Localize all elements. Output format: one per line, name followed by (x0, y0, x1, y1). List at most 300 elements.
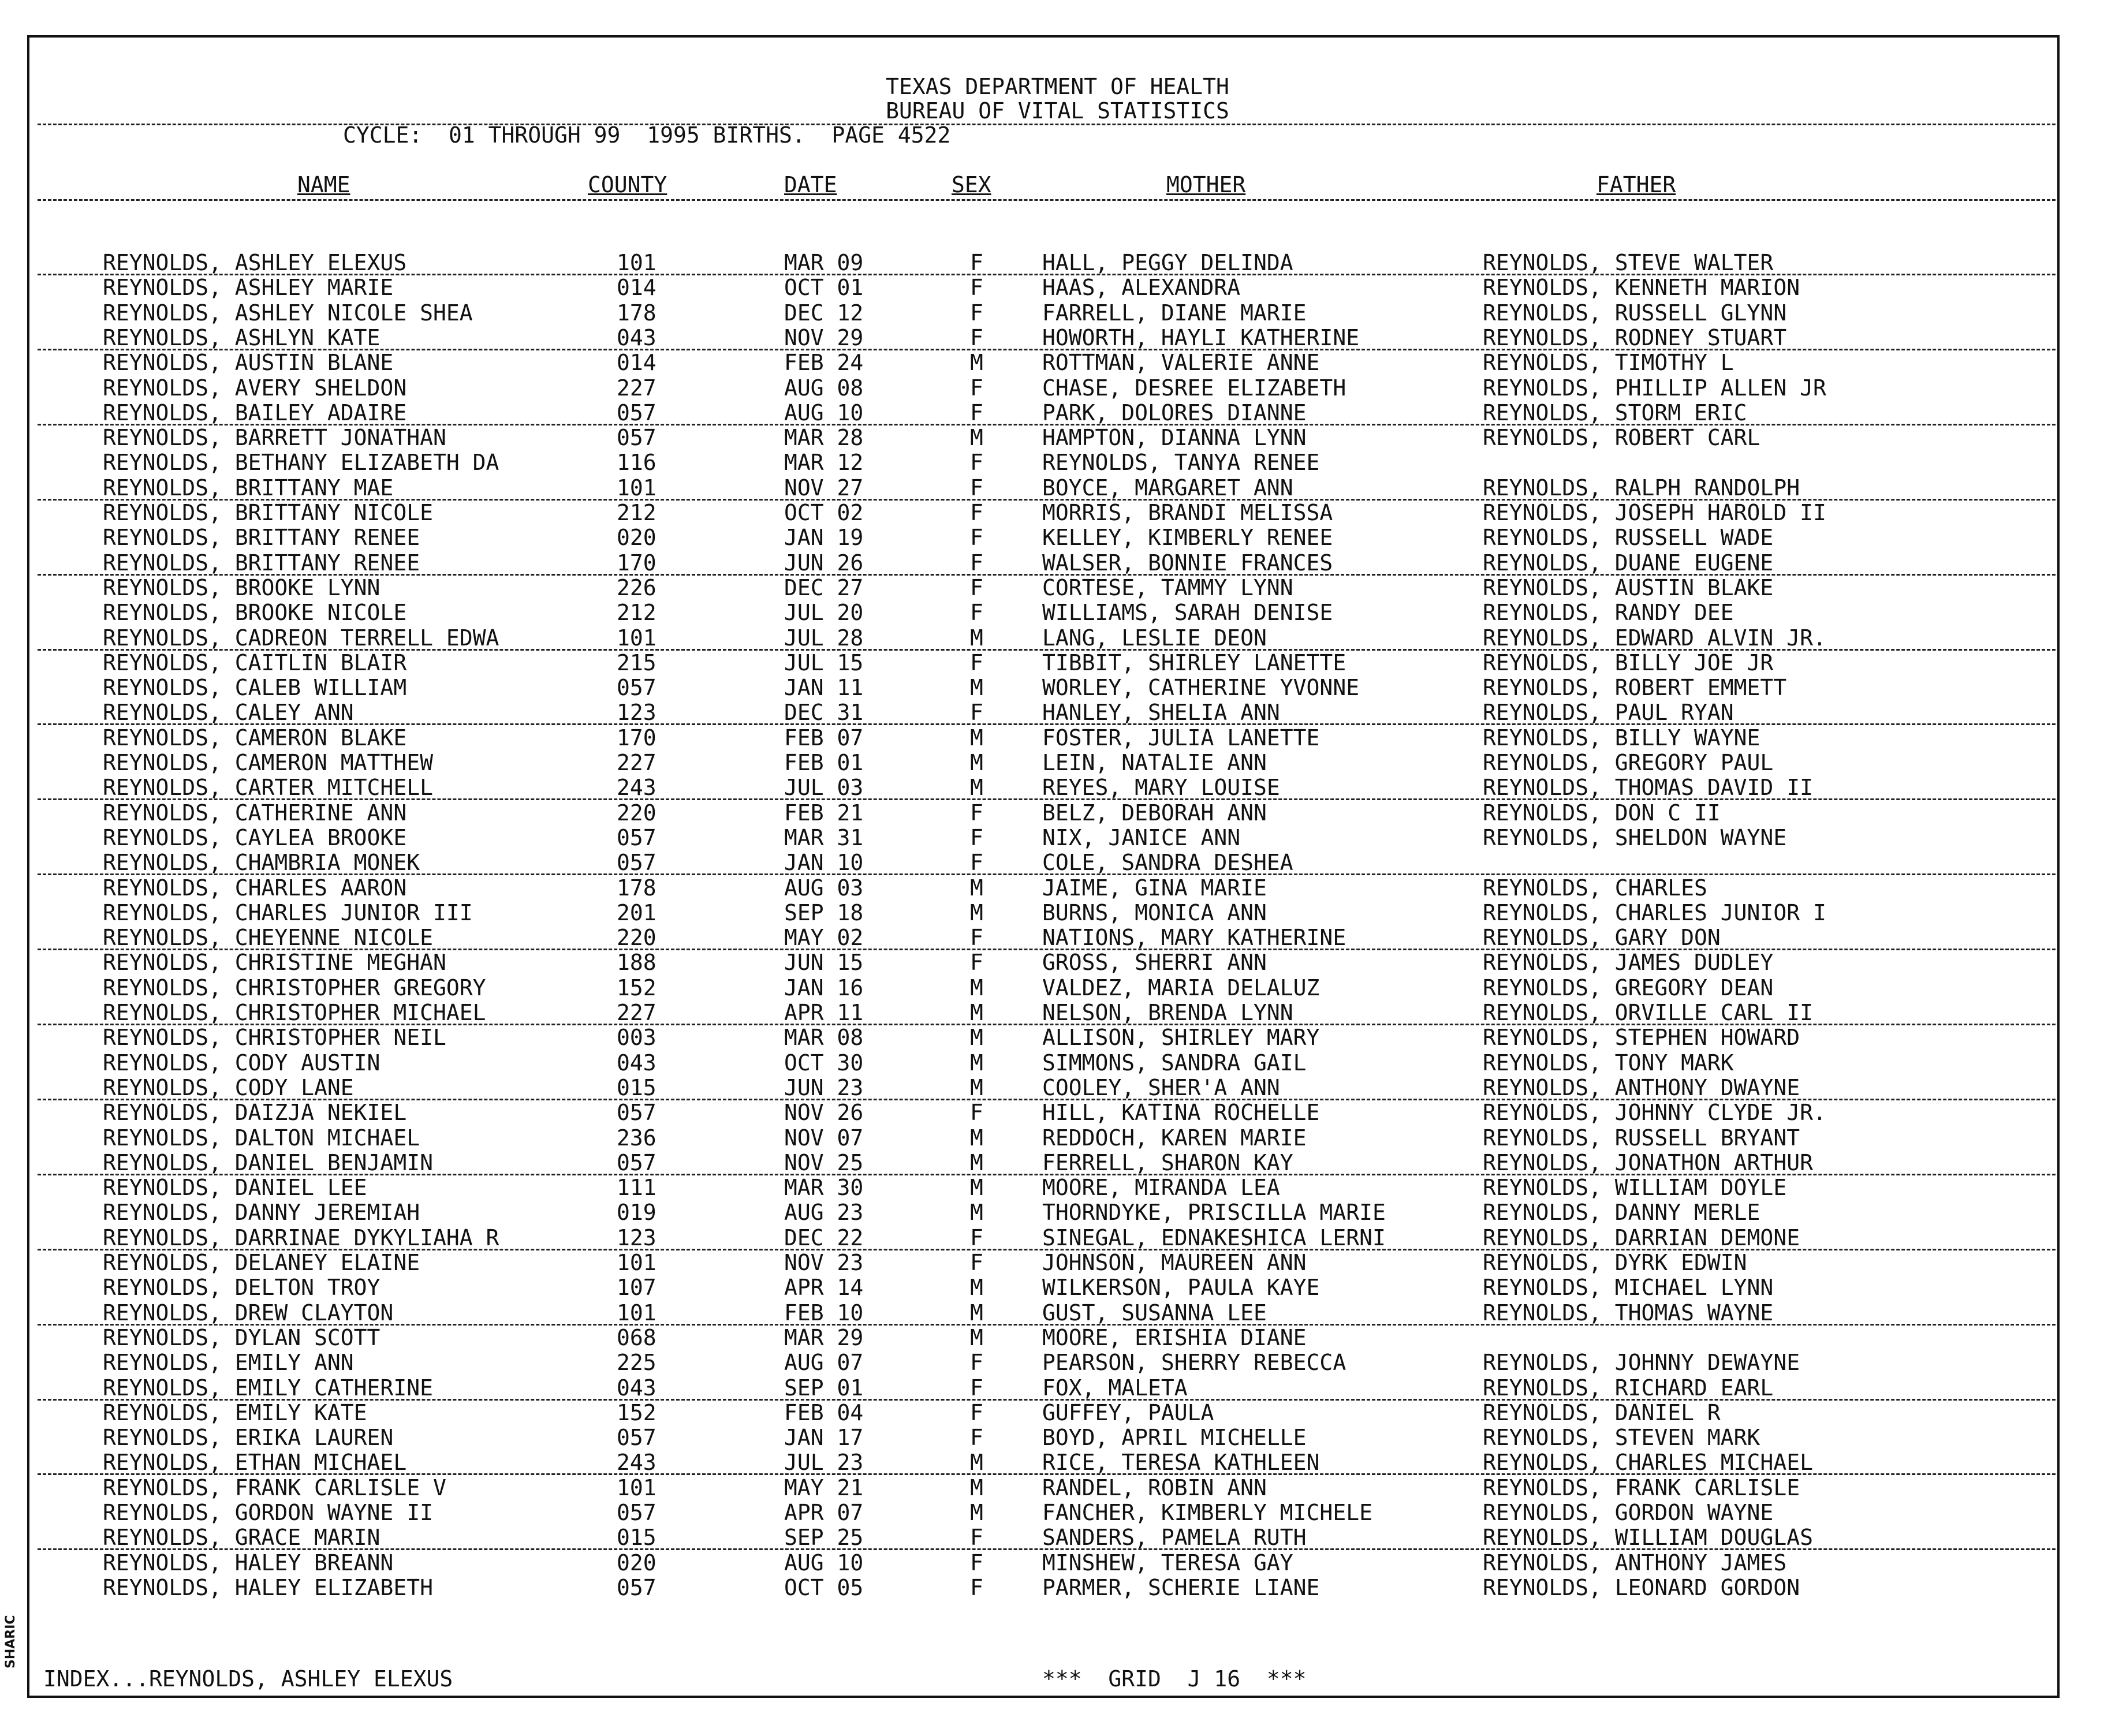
cell-name: REYNOLDS, CALEB WILLIAM (103, 675, 407, 701)
cell-mother: PEARSON, SHERRY REBECCA (1042, 1350, 1346, 1376)
cell-mother: HAAS, ALEXANDRA (1042, 275, 1241, 301)
cell-sex: F (970, 475, 983, 501)
cycle-line: CYCLE: 01 THROUGH 99 1995 BIRTHS. PAGE 4522 (343, 122, 951, 148)
cell-father: REYNOLDS, TONY MARK (1483, 1050, 1734, 1076)
table-row (0, 801, 2115, 826)
table-row (0, 1401, 2115, 1425)
cell-mother: HALL, PEGGY DELINDA (1042, 250, 1293, 275)
cell-county: 015 (617, 1525, 656, 1551)
table-row (0, 476, 2115, 501)
table-row (0, 1476, 2115, 1500)
cell-county: 220 (617, 925, 656, 951)
cell-county: 057 (617, 850, 656, 876)
cell-county: 116 (617, 450, 656, 476)
cell-mother: BOYD, APRIL MICHELLE (1042, 1425, 1307, 1451)
table-row (0, 525, 2115, 550)
cell-sex: F (970, 324, 983, 350)
cell-father: REYNOLDS, STEPHEN HOWARD (1483, 1025, 1800, 1051)
cell-mother: ALLISON, SHIRLEY MARY (1042, 1025, 1320, 1051)
cell-date: JUL 20 (784, 600, 864, 626)
table-row (0, 1450, 2115, 1475)
cell-father: REYNOLDS, BILLY JOE JR (1483, 649, 1774, 675)
cell-name: REYNOLDS, AVERY SHELDON (103, 375, 407, 401)
cell-father: REYNOLDS, DUANE EUGENE (1483, 550, 1774, 576)
cell-sex: F (970, 450, 983, 476)
cell-sex: M (970, 1500, 983, 1525)
cell-sex: M (970, 625, 983, 651)
cell-county: 225 (617, 1350, 656, 1376)
table-row (0, 976, 2115, 1000)
cell-sex: F (970, 550, 983, 576)
cell-date: OCT 05 (784, 1574, 864, 1600)
cell-sex: M (970, 1324, 983, 1350)
cell-name: REYNOLDS, EMILY KATE (103, 1399, 367, 1425)
cell-name: REYNOLDS, FRANK CARLISLE V (103, 1474, 446, 1500)
header-divider (38, 124, 2056, 125)
cell-father: REYNOLDS, SHELDON WAYNE (1483, 824, 1787, 850)
cell-date: FEB 21 (784, 800, 864, 826)
cell-father: REYNOLDS, JOHNNY DEWAYNE (1483, 1350, 1800, 1376)
cell-date: JAN 16 (784, 975, 864, 1000)
cell-sex: F (970, 1574, 983, 1600)
cell-county: 178 (617, 875, 656, 901)
cell-county: 101 (617, 475, 656, 501)
cell-father: REYNOLDS, ROBERT EMMETT (1483, 675, 1787, 701)
cell-name: REYNOLDS, ASHLEY ELEXUS (103, 250, 407, 275)
cell-father: REYNOLDS, STEVE WALTER (1483, 250, 1774, 275)
cell-county: 227 (617, 375, 656, 401)
table-row (0, 501, 2115, 525)
cell-county: 043 (617, 1050, 656, 1076)
cell-mother: TIBBIT, SHIRLEY LANETTE (1042, 649, 1346, 675)
cell-sex: M (970, 350, 983, 376)
cell-mother: GUST, SUSANNA LEE (1042, 1300, 1267, 1326)
table-row (0, 1076, 2115, 1100)
cell-mother: MINSHEW, TERESA GAY (1042, 1550, 1293, 1576)
cell-county: 057 (617, 425, 656, 451)
cell-name: REYNOLDS, CAYLEA BROOKE (103, 824, 407, 850)
cell-mother: FERRELL, SHARON KAY (1042, 1149, 1293, 1175)
cell-sex: F (970, 1224, 983, 1250)
table-row (0, 600, 2115, 625)
cell-date: MAR 28 (784, 425, 864, 451)
cell-mother: WILLIAMS, SARAH DENISE (1042, 600, 1333, 626)
cell-county: 243 (617, 1450, 656, 1476)
cell-county: 212 (617, 600, 656, 626)
cell-county: 057 (617, 1425, 656, 1451)
cell-county: 178 (617, 300, 656, 326)
table-row (0, 1025, 2115, 1050)
cell-name: REYNOLDS, CHRISTOPHER NEIL (103, 1025, 446, 1051)
cell-name: REYNOLDS, CHRISTINE MEGHAN (103, 950, 446, 976)
cell-sex: F (970, 525, 983, 551)
cell-sex: M (970, 1200, 983, 1226)
cell-mother: HAMPTON, DIANNA LYNN (1042, 425, 1307, 451)
cell-name: REYNOLDS, DANIEL LEE (103, 1175, 367, 1201)
cell-sex: M (970, 899, 983, 925)
cell-date: JAN 17 (784, 1425, 864, 1451)
table-row (0, 1350, 2115, 1375)
cell-name: REYNOLDS, BROOKE NICOLE (103, 600, 407, 626)
cell-name: REYNOLDS, BAILEY ADAIRE (103, 400, 407, 425)
cell-sex: F (970, 850, 983, 876)
cell-date: FEB 24 (784, 350, 864, 376)
table-row (0, 1000, 2115, 1025)
cell-mother: GROSS, SHERRI ANN (1042, 950, 1267, 976)
cell-sex: F (970, 1375, 983, 1401)
cell-mother: REYNOLDS, TANYA RENEE (1042, 450, 1320, 476)
cell-sex: F (970, 275, 983, 301)
cell-mother: VALDEZ, MARIA DELALUZ (1042, 975, 1320, 1000)
cell-mother: LANG, LESLIE DEON (1042, 625, 1267, 651)
cell-father: REYNOLDS, DARRIAN DEMONE (1483, 1224, 1800, 1250)
cell-mother: BURNS, MONICA ANN (1042, 899, 1267, 925)
cell-mother: REYES, MARY LOUISE (1042, 775, 1280, 801)
cell-date: NOV 26 (784, 1100, 864, 1126)
cell-mother: JAIME, GINA MARIE (1042, 875, 1267, 901)
cell-date: FEB 10 (784, 1300, 864, 1326)
cell-date: JAN 19 (784, 525, 864, 551)
cell-county: 014 (617, 275, 656, 301)
cell-date: FEB 01 (784, 750, 864, 775)
cell-father: REYNOLDS, RUSSELL BRYANT (1483, 1125, 1800, 1151)
cell-mother: SIMMONS, SANDRA GAIL (1042, 1050, 1307, 1076)
cell-sex: M (970, 1125, 983, 1151)
cell-sex: M (970, 875, 983, 901)
table-row (0, 1200, 2115, 1225)
cell-date: FEB 07 (784, 725, 864, 751)
table-row (0, 626, 2115, 651)
table-row (0, 850, 2115, 875)
cell-county: 123 (617, 700, 656, 726)
table-row (0, 576, 2115, 600)
cell-county: 170 (617, 725, 656, 751)
cell-date: JAN 11 (784, 675, 864, 701)
cell-father: REYNOLDS, MICHAEL LYNN (1483, 1275, 1774, 1301)
column-header-county: COUNTY (588, 172, 667, 197)
cell-date: MAR 08 (784, 1025, 864, 1051)
cell-date: OCT 01 (784, 275, 864, 301)
cell-mother: WILKERSON, PAULA KAYE (1042, 1275, 1320, 1301)
cell-father: REYNOLDS, STEVEN MARK (1483, 1425, 1760, 1451)
cell-date: FEB 04 (784, 1399, 864, 1425)
cell-date: OCT 30 (784, 1050, 864, 1076)
cell-father: REYNOLDS, ROBERT CARL (1483, 425, 1760, 451)
cell-name: REYNOLDS, CADREON TERRELL EDWA (103, 625, 499, 651)
cell-sex: F (970, 700, 983, 726)
table-row (0, 925, 2115, 950)
table-row (0, 1551, 2115, 1576)
cell-county: 043 (617, 324, 656, 350)
table-row (0, 700, 2115, 725)
cell-father: REYNOLDS, RICHARD EARL (1483, 1375, 1774, 1401)
cell-mother: BOYCE, MARGARET ANN (1042, 475, 1293, 501)
cell-mother: RANDEL, ROBIN ANN (1042, 1474, 1267, 1500)
cell-sex: M (970, 975, 983, 1000)
cell-name: REYNOLDS, DYLAN SCOTT (103, 1324, 381, 1350)
cell-name: REYNOLDS, CHAMBRIA MONEK (103, 850, 420, 876)
table-row (0, 726, 2115, 751)
cell-sex: F (970, 824, 983, 850)
cell-county: 152 (617, 975, 656, 1000)
cell-county: 111 (617, 1175, 656, 1201)
cell-county: 019 (617, 1200, 656, 1226)
cell-date: OCT 02 (784, 500, 864, 525)
cell-father: REYNOLDS, KENNETH MARION (1483, 275, 1800, 301)
table-row (0, 301, 2115, 326)
column-header-divider (38, 199, 2056, 201)
cell-mother: NIX, JANICE ANN (1042, 824, 1241, 850)
index-footer: INDEX...REYNOLDS, ASHLEY ELEXUS (43, 1666, 453, 1692)
cell-father: REYNOLDS, CHARLES MICHAEL (1483, 1450, 1813, 1476)
cell-mother: HOWORTH, HAYLI KATHERINE (1042, 324, 1360, 350)
table-row (0, 950, 2115, 975)
table-row (0, 1275, 2115, 1300)
cell-name: REYNOLDS, ASHLEY MARIE (103, 275, 394, 301)
table-row (0, 1250, 2115, 1275)
cell-father: REYNOLDS, RODNEY STUART (1483, 324, 1787, 350)
cell-father: REYNOLDS, GORDON WAYNE (1483, 1500, 1774, 1525)
table-row (0, 450, 2115, 475)
table-row (0, 901, 2115, 925)
cell-mother: GUFFEY, PAULA (1042, 1399, 1214, 1425)
cell-sex: F (970, 1525, 983, 1551)
cell-mother: CHASE, DESREE ELIZABETH (1042, 375, 1346, 401)
cell-date: APR 11 (784, 1000, 864, 1025)
cell-date: NOV 23 (784, 1250, 864, 1275)
cell-name: REYNOLDS, CODY AUSTIN (103, 1050, 381, 1076)
table-row (0, 1226, 2115, 1250)
cell-sex: F (970, 1399, 983, 1425)
cell-father: REYNOLDS, DANNY MERLE (1483, 1200, 1760, 1226)
cell-name: REYNOLDS, GRACE MARIN (103, 1525, 381, 1551)
cell-sex: F (970, 500, 983, 525)
cell-county: 227 (617, 1000, 656, 1025)
table-row (0, 1326, 2115, 1350)
table-row (0, 1525, 2115, 1550)
cell-mother: LEIN, NATALIE ANN (1042, 750, 1267, 775)
cell-mother: REDDOCH, KAREN MARIE (1042, 1125, 1307, 1151)
cell-sex: F (970, 1425, 983, 1451)
cell-mother: HILL, KATINA ROCHELLE (1042, 1100, 1320, 1126)
cell-sex: F (970, 574, 983, 600)
cell-date: APR 14 (784, 1275, 864, 1301)
table-row (0, 1301, 2115, 1326)
cell-father: REYNOLDS, WILLIAM DOUGLAS (1483, 1525, 1813, 1551)
table-row (0, 751, 2115, 775)
cell-sex: F (970, 375, 983, 401)
cell-sex: F (970, 600, 983, 626)
cell-date: SEP 18 (784, 899, 864, 925)
cell-sex: M (970, 750, 983, 775)
cell-father: REYNOLDS, DYRK EDWIN (1483, 1250, 1747, 1275)
cell-sex: M (970, 425, 983, 451)
cell-county: 215 (617, 649, 656, 675)
table-row (0, 1376, 2115, 1401)
cell-mother: JOHNSON, MAUREEN ANN (1042, 1250, 1307, 1275)
cell-mother: WALSER, BONNIE FRANCES (1042, 550, 1333, 576)
cell-mother: KELLEY, KIMBERLY RENEE (1042, 525, 1333, 551)
cell-date: MAR 30 (784, 1175, 864, 1201)
cell-name: REYNOLDS, CALEY ANN (103, 700, 354, 726)
cell-mother: COLE, SANDRA DESHEA (1042, 850, 1293, 876)
cell-name: REYNOLDS, CHARLES JUNIOR III (103, 899, 473, 925)
table-row (0, 1576, 2115, 1600)
table-row (0, 425, 2115, 450)
cell-name: REYNOLDS, DELANEY ELAINE (103, 1250, 420, 1275)
cell-date: JUN 15 (784, 950, 864, 976)
cell-county: 057 (617, 400, 656, 425)
cell-sex: M (970, 1149, 983, 1175)
cell-date: MAR 09 (784, 250, 864, 275)
cell-date: JUL 03 (784, 775, 864, 801)
cell-county: 057 (617, 1574, 656, 1600)
agency-title: TEXAS DEPARTMENT OF HEALTH (886, 74, 1229, 99)
cell-name: REYNOLDS, GORDON WAYNE II (103, 1500, 433, 1525)
cell-name: REYNOLDS, CHRISTOPHER MICHAEL (103, 1000, 486, 1025)
cell-date: JUN 26 (784, 550, 864, 576)
cell-mother: FOSTER, JULIA LANETTE (1042, 725, 1320, 751)
cell-name: REYNOLDS, DANIEL BENJAMIN (103, 1149, 433, 1175)
cell-father: REYNOLDS, DON C II (1483, 800, 1721, 826)
cell-sex: M (970, 1025, 983, 1051)
column-header-father: FATHER (1596, 172, 1676, 197)
cell-date: NOV 29 (784, 324, 864, 350)
cell-county: 101 (617, 625, 656, 651)
cell-father: REYNOLDS, RANDY DEE (1483, 600, 1734, 626)
cell-sex: F (970, 1100, 983, 1126)
cell-father: REYNOLDS, CHARLES (1483, 875, 1707, 901)
cell-county: 220 (617, 800, 656, 826)
cell-father: REYNOLDS, THOMAS WAYNE (1483, 1300, 1774, 1326)
cell-father: REYNOLDS, RALPH RANDOLPH (1483, 475, 1800, 501)
cell-date: MAR 31 (784, 824, 864, 850)
table-row (0, 675, 2115, 700)
cell-date: MAY 21 (784, 1474, 864, 1500)
cell-county: 068 (617, 1324, 656, 1350)
cell-mother: ROTTMAN, VALERIE ANNE (1042, 350, 1320, 376)
cell-name: REYNOLDS, DALTON MICHAEL (103, 1125, 420, 1151)
cell-name: REYNOLDS, AUSTIN BLANE (103, 350, 394, 376)
cell-name: REYNOLDS, BETHANY ELIZABETH DA (103, 450, 499, 476)
cell-county: 227 (617, 750, 656, 775)
table-row (0, 376, 2115, 401)
cell-father: REYNOLDS, JOHNNY CLYDE JR. (1483, 1100, 1826, 1126)
table-row (0, 275, 2115, 300)
cell-mother: THORNDYKE, PRISCILLA MARIE (1042, 1200, 1386, 1226)
cell-county: 188 (617, 950, 656, 976)
table-row (0, 1175, 2115, 1200)
cell-county: 057 (617, 1149, 656, 1175)
cell-mother: NATIONS, MARY KATHERINE (1042, 925, 1346, 951)
cell-name: REYNOLDS, DANNY JEREMIAH (103, 1200, 420, 1226)
cell-sex: F (970, 1250, 983, 1275)
cell-mother: MORRIS, BRANDI MELISSA (1042, 500, 1333, 525)
cell-father: REYNOLDS, RUSSELL GLYNN (1483, 300, 1787, 326)
cell-sex: M (970, 1275, 983, 1301)
table-row (0, 551, 2115, 576)
cell-father: REYNOLDS, THOMAS DAVID II (1483, 775, 1813, 801)
column-header-sex: SEX (952, 172, 991, 197)
cell-sex: M (970, 775, 983, 801)
cell-father: REYNOLDS, BILLY WAYNE (1483, 725, 1760, 751)
cell-name: REYNOLDS, HALEY BREANN (103, 1550, 394, 1576)
cell-father: REYNOLDS, AUSTIN BLAKE (1483, 574, 1774, 600)
cell-father: REYNOLDS, PHILLIP ALLEN JR (1483, 375, 1826, 401)
cell-name: REYNOLDS, ERIKA LAUREN (103, 1425, 394, 1451)
table-row (0, 1425, 2115, 1450)
cell-date: JUL 15 (784, 649, 864, 675)
cell-father: REYNOLDS, DANIEL R (1483, 1399, 1721, 1425)
cell-mother: FOX, MALETA (1042, 1375, 1188, 1401)
cell-mother: MOORE, MIRANDA LEA (1042, 1175, 1280, 1201)
cell-sex: M (970, 1000, 983, 1025)
cell-date: DEC 31 (784, 700, 864, 726)
cell-name: REYNOLDS, BROOKE LYNN (103, 574, 381, 600)
cell-mother: SINEGAL, EDNAKESHICA LERNI (1042, 1224, 1386, 1250)
cell-date: AUG 08 (784, 375, 864, 401)
cell-father: REYNOLDS, ANTHONY DWAYNE (1483, 1074, 1800, 1100)
cell-date: JUL 23 (784, 1450, 864, 1476)
cell-mother: MOORE, ERISHIA DIANE (1042, 1324, 1307, 1350)
cell-father: REYNOLDS, ORVILLE CARL II (1483, 1000, 1813, 1025)
cell-sex: M (970, 1450, 983, 1476)
cell-date: MAR 12 (784, 450, 864, 476)
cell-name: REYNOLDS, CHEYENNE NICOLE (103, 925, 433, 951)
cell-date: DEC 22 (784, 1224, 864, 1250)
table-row (0, 326, 2115, 350)
cell-name: REYNOLDS, CHARLES AARON (103, 875, 407, 901)
column-header-date: DATE (784, 172, 837, 197)
cell-date: AUG 07 (784, 1350, 864, 1376)
cell-father: REYNOLDS, JAMES DUDLEY (1483, 950, 1774, 976)
cell-county: 236 (617, 1125, 656, 1151)
cell-sex: M (970, 725, 983, 751)
cell-mother: PARMER, SCHERIE LIANE (1042, 1574, 1320, 1600)
cell-county: 020 (617, 1550, 656, 1576)
table-row (0, 651, 2115, 675)
cell-county: 015 (617, 1074, 656, 1100)
cell-county: 123 (617, 1224, 656, 1250)
cell-sex: F (970, 649, 983, 675)
cell-name: REYNOLDS, EMILY CATHERINE (103, 1375, 433, 1401)
cell-mother: RICE, TERESA KATHLEEN (1042, 1450, 1320, 1476)
cell-name: REYNOLDS, DARRINAE DYKYLIAHA R (103, 1224, 499, 1250)
cell-date: AUG 03 (784, 875, 864, 901)
cell-county: 170 (617, 550, 656, 576)
cell-county: 226 (617, 574, 656, 600)
cell-county: 057 (617, 824, 656, 850)
cell-father: REYNOLDS, PAUL RYAN (1483, 700, 1734, 726)
cell-county: 101 (617, 250, 656, 275)
cell-father: REYNOLDS, RUSSELL WADE (1483, 525, 1774, 551)
cell-sex: F (970, 925, 983, 951)
cell-father: REYNOLDS, JONATHON ARTHUR (1483, 1149, 1813, 1175)
cell-name: REYNOLDS, CATHERINE ANN (103, 800, 407, 826)
cell-father: REYNOLDS, CHARLES JUNIOR I (1483, 899, 1826, 925)
cell-sex: M (970, 1300, 983, 1326)
cell-name: REYNOLDS, BRITTANY MAE (103, 475, 394, 501)
cell-father: REYNOLDS, JOSEPH HAROLD II (1483, 500, 1826, 525)
cell-county: 212 (617, 500, 656, 525)
cell-mother: HANLEY, SHELIA ANN (1042, 700, 1280, 726)
cell-sex: F (970, 800, 983, 826)
cell-sex: M (970, 675, 983, 701)
cell-mother: SANDERS, PAMELA RUTH (1042, 1525, 1307, 1551)
cell-county: 043 (617, 1375, 656, 1401)
cell-father: REYNOLDS, STORM ERIC (1483, 400, 1747, 425)
cell-father: REYNOLDS, TIMOTHY L (1483, 350, 1734, 376)
